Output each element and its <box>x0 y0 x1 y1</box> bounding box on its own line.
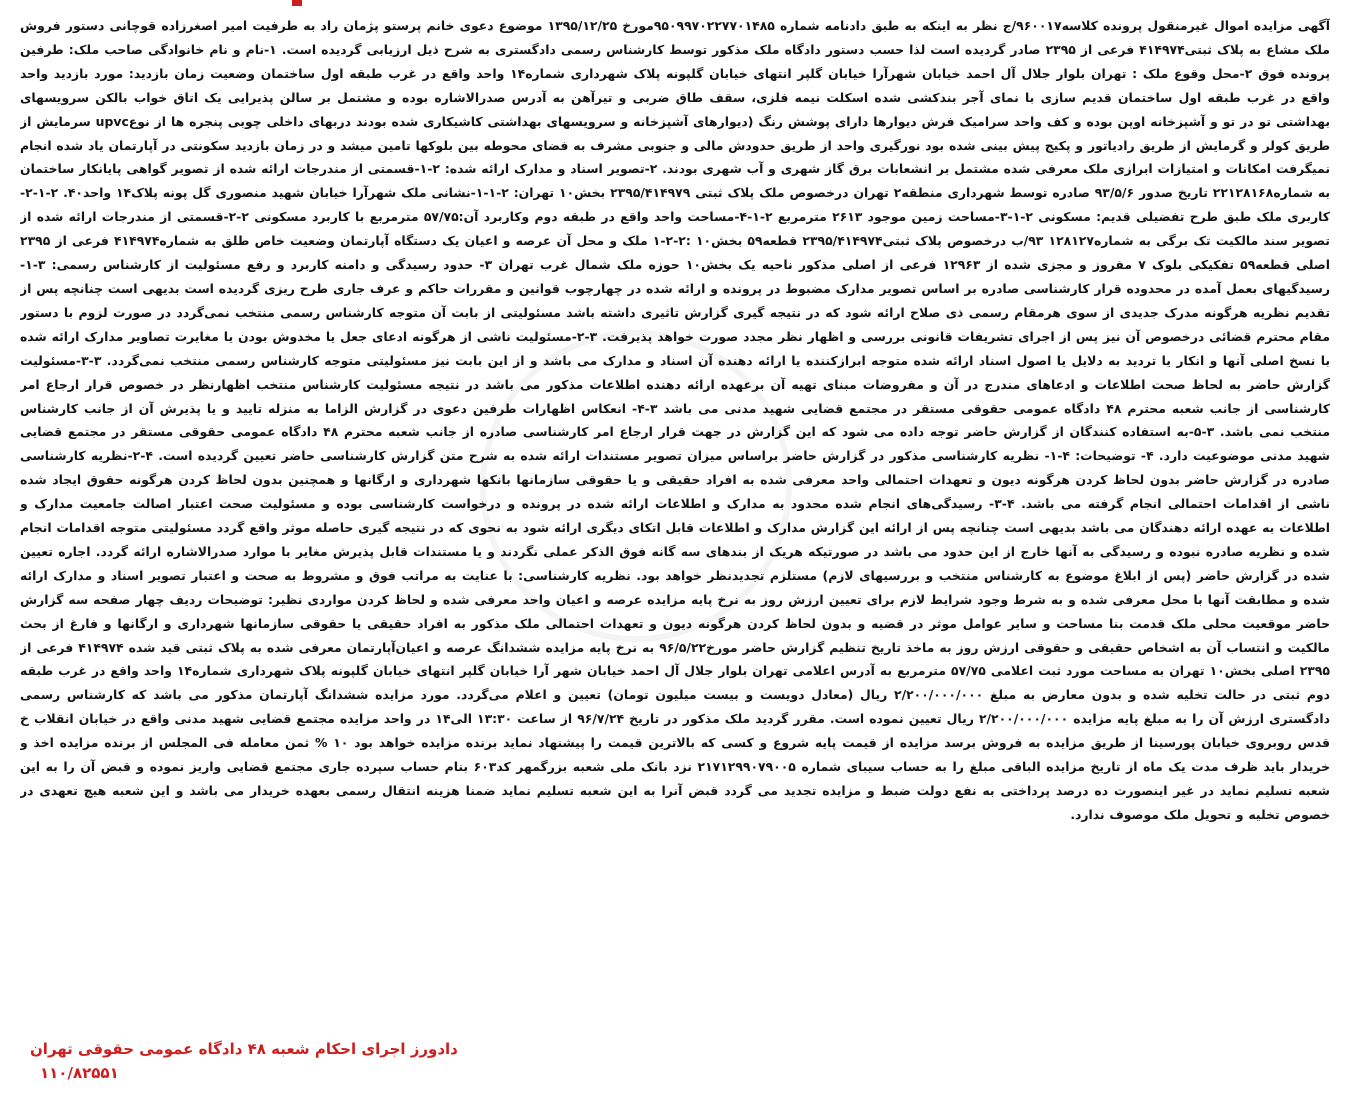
reference-number-row <box>0 1064 1360 1082</box>
auction-notice-text: آگهی مزایده اموال غیرمنقول پرونده کلاسه۹۶۰۰۱۷/ج نظر به اینکه به طبق دادنامه شماره ۹۵۰۹۹۷۰۲۲۷۷۰۱۴۸۵مورخ ۱۳۹۵/۱۲/۲۵ موضوع دعوی خانم پرستو پژمان راد به طرفیت امیر اصغرزاده قوچانی دستور فروش ملک مشاع به پلاک ثبتی۴۱۴۹۷۴ فرعی از ۲۳۹۵ صادر گردیده است لذا حسب دستور دادگاه ملک مذکور توسط کارشناس رسمی دادگستری به شرح ذیل ارزیابی گردیده است. ۱-نام و نام خانوادگی صاحب ملک: طرفین پرونده فوق ۲-محل وقوع ملک : تهران بلوار جلال آل احمد خیابان شهرآرا خیابان گلپر انتهای خیابان گلپونه پلاک شهرداری شماره۱۴ واحد واقع در غرب طبقه اول ساختمان وضعیت زمان بازدید: مورد بازدید واحد واقع در غرب طبقه اول ساختمان قدیم سازی با نمای آجر بندکشی شده اسکلت نیمه فلزی، سقف طاق ضربی و تیرآهن به آدرس صدرالاشاره بوده و مشتمل بر سالن پذیرایی یک اتاق خواب بالکن سرویسهای بهداشتی تو در تو و آشپزخانه اوپن بوده و کف واحد سرامیک فرش دیوارها دارای پوشش رنگ (دیوارهای آشپزخانه و سرویسهای بهداشتی کاشیکاری شده بودند دربهای داخلی چوبی پنجره ها از نوعupvc سرمایش از طریق کولر و گرمایش از طریق رادیاتور و پکیج پیش بینی شده بود نورگیری واحد از طریق حدودش مالی و جنوبی مشرف به فضای محوطه بین بلوکها تامین میشد و در زمان بازدید سکونتی در آپارتمان یاد شده انجام نمیگرفت امکانات و امتیازات ابرازی ملک معرفی شده مشتمل بر انشعابات برق گاز شهری و آب شهری بودند. ۲-تصویر اسناد و مدارک ارائه شده: ۲-۱-قسمتی از مندرجات ارائه شده از تصویر گواهی پایانکار ساختمان به شماره۲۲۱۲۸۱۶۸ تاریخ صدور ۹۳/۵/۶ صادره توسط شهرداری منطقه۲ تهران درخصوص ملک پلاک ثبتی ۲۳۹۵/۴۱۴۹۷۹ بخش۱۰ تهران: ۲-۱-۱-نشانی ملک شهرآرا خیابان شهید منصوری گل پونه پلاک۱۴ واحد۴۰. ۲-۱-۲-کاربری ملک طبق طرح تفضیلی قدیم: مسکونی ۲-۱-۳-مساحت زمین موجود ۲۶۱۳ مترمربع ۲-۱-۴-مساحت واحد واقع در طبقه دوم وکاربرد آن:۵۷/۷۵ مترمربع با کاربرد مسکونی ۲-۲-قسمتی از مندرجات ارائه شده از تصویر سند مالکیت تک برگی به شماره۱۲۸۱۲۷ ۹۳/ب درخصوص پلاک ثبتی۲۳۹۵/۴۱۴۹۷۴ قطعه۵۹ بخش۱۰ :۲-۲-۱ ملک و محل آن عرصه و اعیان یک دستگاه آپارتمان وضعیت خاص طلق به شماره۴۱۴۹۷۴ فرعی از ۲۳۹۵ اصلی قطعه۵۹ تفکیکی بلوک ۷ مفروز و مجزی شده از ۱۲۹۶۳ فرعی از اصلی مذکور ناحیه یک بخش۱۰ حوزه ملک شمال غرب تهران ۳- حدود رسیدگی و دامنه کاربرد و رفع مسئولیت از کارشناس رسمی: ۳-۱-رسیدگیهای بعمل آمده در محدوده قرار کارشناسی صادره بر اساس تصویر مدارک مضبوط در پرونده و ارائه شده در چهارچوب قوانین و مقررات حاکم و عرف جاری طرح ریزی گردیده است بدیهی است چنانچه پس از تقدیم نظریه هرگونه مدرک جدیدی از سوی هرمقام رسمی ذی صلاح ارائه شود که در نتیجه گیری گزارش تاثیری داشته باشد مسئولیتی از بابت آن متوجه کارشناس رسمی منتخب نمی‌گردد در صورت لزوم با دستور مقام محترم قضائی درخصوص آن نیز پس از اجرای تشریفات قانونی بررسی و اظهار نظر مجدد صورت خواهد پذیرفت. ۳-۲-مسئولیت ناشی از هرگونه ادعای جعل یا مخدوش بودن یا مغایرت تصاویر مدارک ارائه شده با نسخ اصلی آنها و انکار یا تردید به دلایل یا اصول اسناد ارائه شده متوجه ابرازکننده یا ارائه دهنده آن اسناد و مدارک می باشد و از این بابت نیز مسئولیتی متوجه کارشناس رسمی منتخب نمی‌گردد. ۳-۳-مسئولیت گزارش حاضر به لحاظ صحت اطلاعات و ادعاهای مندرج در آن و مفروضات مبنای تهیه آن برعهده ارائه دهنده اطلاعات مذکور می باشد در نتیجه مسئولیت کارشناس منتخب اظهارنظر در خصوص قرار ارجاع امر کارشناسی از جانب شعبه محترم ۴۸ دادگاه عمومی حقوقی مستقر در مجتمع قضایی شهید مدنی می باشد ۳-۴- انعکاس اظهارات طرفین دعوی در گزارش الزاما به منزله تایید و یا پذیرش آن از جانب کارشناس منتخب نمی باشد. ۳-۵-به استفاده کنندگان از گزارش حاضر توجه داده می شود که این گزارش در جهت قرار ارجاع امر کارشناسی صادره از جانب شعبه محترم ۴۸ دادگاه عمومی حقوقی مستقر در مجتمع قضایی شهید مدنی موضوعیت دارد. ۴- توضیحات: ۴-۱- نظریه کارشناسی مذکور در گزارش حاضر براساس میزان تصویر مستندات ارائه شده به شرح متن گزارش کارشناسی حاضر تعیین گردیده است. ۴-۲-نظریه کارشناسی صادره در گزارش حاضر بدون لحاظ کردن هرگونه دیون و تعهدات احتمالی واحد معرفی شده به افراد حقیقی و یا حقوقی سازمانها بانکها شهرداری و ارگانها و همچنین بدون لحاظ کردن هرگونه حقوق ایجاد شده ناشی از اقدامات احتمالی انجام گرفته می باشد. ۴-۳- رسیدگی‌های انجام شده محدود به مدارک و اطلاعات ارائه شده در پرونده و درخواست کارشناسی بوده و مسئولیت صحت اعتبار اصالت جامعیت مدارک و اطلاعات به عهده ارائه دهندگان می باشد بدیهی است چنانچه پس از ارائه این گزارش مدارک و اطلاعات قابل اتکای دیگری ارائه شود به نحوی که در نتیجه گیری حاصله موثر واقع گردد مسئولیتی متوجه اقدامات انجام شده و نظریه صادره نبوده و رسیدگی به آنها خارج از این حدود می باشد در صورتیکه هریک از بندهای سه گانه فوق الذکر عملی نگردند و یا مستندات قابل پذیرش مغایر با موارد صدرالاشاره ارائه گردد. اجاره تعیین شده در گزارش حاضر (پس از ابلاغ موضوع به کارشناس منتخب و بررسیهای لازم) مستلزم تجدیدنظر خواهد بود. نظریه کارشناسی: با عنایت به مراتب فوق و مشروط به صحت و اعتبار تصویر اسناد و مدارک ارائه شده و مطابقت آنها با محل معرفی شده و به شرط وجود شرایط لازم برای تعیین ارزش روز به نرخ پایه مزایده عرصه و اعیان واحد معرفی شده و لحاظ کردن مواردی نظیر: توضیحات ردیف چهار صفحه سه گزارش حاضر موقعیت محلی ملک قدمت بنا مساحت و سایر عوامل موثر در قضیه و بدون لحاظ کردن هرگونه دیون و تعهدات احتمالی ملک مذکور به افراد حقیقی یا حقوقی سازمانها شهرداری و ارگانها و فارغ از بحث مالکیت و انتساب آن به اشخاص حقیقی و حقوقی ارزش روز به ماخذ تاریخ تنظیم گزارش حاضر مورخ۹۶/۵/۲۲ به نرخ پایه مزایده ششدانگ عرصه و اعیان‌آپارتمان معرفی شده به پلاک ثبتی قید شده ۴۱۴۹۷۴ فرعی از ۲۳۹۵ اصلی بخش۱۰ تهران به مساحت مورد ثبت اعلامی ۵۷/۷۵ مترمربع به آدرس اعلامی تهران بلوار جلال آل احمد خیابان شهر آرا خیابان گلپر انتهای خیابان گلپونه پلاک شهرداری شماره۱۴ واحد واقع در غرب طبقه دوم ثبتی در حالت تخلیه شده و بدون معارض به مبلغ ۲/۲۰۰/۰۰۰/۰۰۰ ریال (معادل دویست و بیست میلیون تومان) تعیین و اعلام می‌گردد. مورد مزایده ششدانگ آپارتمان مذکور می باشد که کارشناس رسمی دادگستری ارزش آن را به مبلغ پایه مزایده ۲/۲۰۰/۰۰۰/۰۰۰ ریال تعیین نموده است. مقرر گردید ملک مذکور در تاریخ ۹۶/۷/۲۴ از ساعت ۱۳:۳۰ الی۱۴ در واحد مزایده مجتمع قضایی شهید مدنی واقع در خیابان انقلاب خ قدس روبروی خیابان پورسینا از طریق مزایده به فروش برسد مزایده از قیمت پایه شروع و کسی که بالاترین قیمت را پیشنهاد نماید برنده مزایده خواهد بود ۱۰ % ثمن معامله فی المجلس از برنده مزایده اخذ و خریدار باید ظرف مدت یک ماه از تاریخ مزایده الباقی مبلغ را به حساب سیبای شماره ۲۱۷۱۲۹۹۰۷۹۰۰۵ نزد بانک ملی شعبه بزرگمهر کد۶۰۳ بنام حساب سپرده جاری مجتمع قضایی واریز نموده و قبض آن را به این شعبه تسلیم نماید در غیر اینصورت ده درصد پرداختی به نفع دولت ضبط و مزایده تجدید می گردد قبض آنرا به این شعبه تسلیم نماید ضمنا هزینه انتقال رسمی بعهده خریدار می باشد و این شعبه هیچ تعهدی در خصوص تخلیه و تحویل ملک موصوف ندارد. <box>20 18 1330 822</box>
footer-row <box>30 1040 1330 1064</box>
reference-number: ۱۱۰/۸۲۵۵۱ <box>40 1064 119 1082</box>
signature-line: دادورز اجرای احکام شعبه ۴۸ دادگاه عمومی حقوقی تهران <box>30 1040 458 1058</box>
top-accent-mark <box>292 0 302 6</box>
top-rule <box>0 0 1360 4</box>
